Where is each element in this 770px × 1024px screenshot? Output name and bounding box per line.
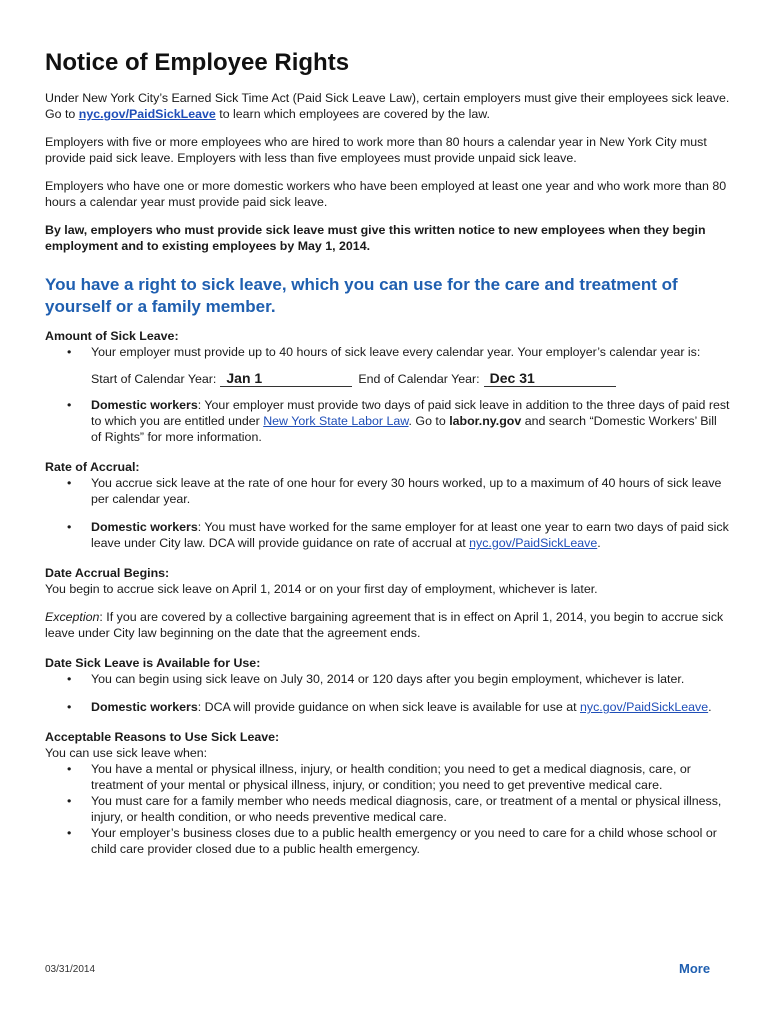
- available-title: Date Sick Leave is Available for Use:: [45, 656, 261, 670]
- reasons-title: Acceptable Reasons to Use Sick Leave:: [45, 730, 280, 744]
- reason-item: • You have a mental or physical illness, injury, or health condition; you need to get a medical diagnosis, care, or treatment of your mental or physical illness, injury, or condition; you need to get preventive medical care.: [45, 761, 730, 793]
- end-calendar-field[interactable]: Dec 31: [484, 370, 616, 387]
- accrual-begins-text: You begin to accrue sick leave on April 1, 2014 or on your first day of employment, whichever is later.: [45, 582, 598, 596]
- amount-domestic-workers-item: [45, 397, 730, 445]
- amount-dw-text-2: . Go to: [408, 414, 450, 428]
- domestic-workers-label: Domestic workers: [91, 700, 198, 714]
- available-section: [45, 655, 730, 715]
- start-calendar-field[interactable]: Jan 1: [220, 370, 352, 387]
- labor-ny-gov-text: labor.ny.gov: [449, 414, 522, 428]
- intro-paragraph-4: By law, employers who must provide sick leave must give this written notice to new employees when they begin employment and to existing employees by May 1, 2014.: [45, 223, 706, 253]
- accrual-begins-section: [45, 565, 730, 641]
- amount-dw-text-3: and search “Domestic Workers’ Bill of Rights” for more information.: [91, 414, 717, 444]
- amount-item-1: • Your employer must provide up to 40 hours of sick leave every calendar year. Your employer’s calendar year is:: [45, 344, 730, 360]
- accrual-domestic-workers-item: [45, 519, 730, 551]
- amount-section: [45, 328, 730, 445]
- domestic-workers-label: Domestic workers: [91, 398, 198, 412]
- more-link[interactable]: More: [679, 961, 711, 976]
- intro-text: Under New York City’s Earned Sick Time Act (Paid Sick Leave Law), certain employers must give their employees sick leave. Go to: [45, 91, 730, 121]
- domestic-workers-label: Domestic workers: [91, 520, 198, 534]
- calendar-year-row: [45, 370, 730, 387]
- available-dw-text-2: .: [708, 700, 712, 714]
- reasons-section: [45, 729, 730, 857]
- paid-sick-leave-link[interactable]: nyc.gov/PaidSickLeave: [78, 107, 216, 121]
- intro-paragraph-1: [45, 90, 730, 122]
- accrual-dw-text-2: .: [597, 536, 601, 550]
- reasons-intro: You can use sick leave when:: [45, 746, 208, 760]
- footer-date: 03/31/2014: [45, 964, 96, 975]
- reason-item: • You must care for a family member who needs medical diagnosis, care, or treatment of a mental or physical illness, injury, or health condition, or who needs preventive medical care.: [45, 793, 730, 825]
- available-item-1: • You can begin using sick leave on July 30, 2014 or 120 days after you begin employment, whichever is later.: [45, 671, 730, 687]
- exception-text: : If you are covered by a collective bargaining agreement that is in effect on April 1, 2014, you begin to accrue sick leave under City law beginning on the date that the agreement ends.: [45, 610, 724, 640]
- accrual-section: [45, 459, 730, 551]
- document-content: [45, 48, 730, 857]
- amount-title: Amount of Sick Leave:: [45, 329, 179, 343]
- available-dw-text: : DCA will provide guidance on when sick leave is available for use at: [197, 700, 580, 714]
- accrual-begins-title: Date Accrual Begins:: [45, 566, 170, 580]
- reason-item: • Your employer’s business closes due to a public health emergency or you need to care for a child whose school or child care provider closed due to a public health emergency.: [45, 825, 730, 857]
- accrual-item-1: • You accrue sick leave at the rate of one hour for every 30 hours worked, up to a maximum of 40 hours of sick leave per calendar year.: [45, 475, 730, 507]
- intro-paragraph-3: Employers who have one or more domestic workers who have been employed at least one year and who work more than 80 hours a calendar year must provide paid sick leave.: [45, 179, 727, 209]
- page-title: Notice of Employee Rights: [45, 49, 350, 76]
- paid-sick-leave-link[interactable]: nyc.gov/PaidSickLeave: [580, 700, 709, 714]
- accrual-dw-text: : You must have worked for the same employer for at least one year to earn two days of paid sick leave under City law. DCA will provide guidance on rate of accrual at: [91, 520, 729, 550]
- intro-text-end: to learn which employees are covered by the law.: [215, 107, 490, 121]
- available-domestic-workers-item: [45, 699, 730, 715]
- end-calendar-label: End of Calendar Year:: [358, 372, 480, 386]
- section-heading: You have a right to sick leave, which you can use for the care and treatment of yourself or a family member.: [45, 275, 678, 316]
- paid-sick-leave-link[interactable]: nyc.gov/PaidSickLeave: [469, 536, 598, 550]
- start-calendar-label: Start of Calendar Year:: [91, 372, 217, 386]
- accrual-title: Rate of Accrual:: [45, 460, 140, 474]
- amount-dw-text: : Your employer must provide two days of paid sick leave in addition to the three days of paid rest to which you are entitled under: [91, 398, 730, 428]
- labor-law-link[interactable]: New York State Labor Law: [263, 414, 409, 428]
- exception-label: Exception: [45, 610, 100, 624]
- intro-paragraph-2: Employers with five or more employees who are hired to work more than 80 hours a calendar year in New York City must provide paid sick leave. Employers with less than five employees must provide unpaid sick leave.: [45, 135, 707, 165]
- exception-paragraph: [45, 609, 730, 641]
